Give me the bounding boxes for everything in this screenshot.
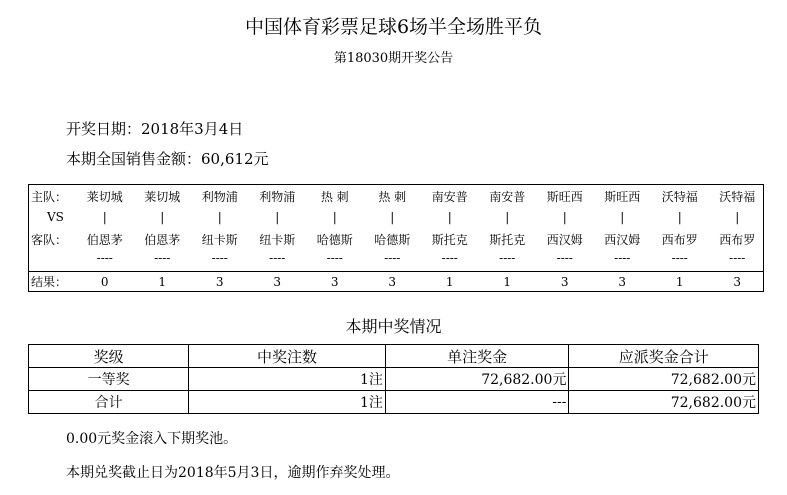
away-team: 纽卡斯 <box>201 233 238 247</box>
draw-number: 第18030期开奖公告 <box>333 51 454 66</box>
home-team: 南安普 <box>431 190 468 204</box>
vs-bar: | <box>160 210 165 224</box>
match-result: 0 <box>100 275 109 289</box>
dash-mark: ---- <box>614 251 631 265</box>
dash-mark: ---- <box>96 251 113 265</box>
dash-mark: ---- <box>556 251 573 265</box>
dash-mark: ---- <box>441 251 458 265</box>
prize-heading: 本期中奖情况 <box>345 317 442 336</box>
away-team: 伯恩茅 <box>144 233 181 247</box>
prize-level: 合计 <box>29 391 189 414</box>
away-team: 西汉姆 <box>546 233 583 247</box>
page-title: 中国体育彩票足球6场半全场胜平负 <box>244 16 543 38</box>
col-level: 奖级 <box>29 345 189 368</box>
vs-bar: | <box>505 210 510 224</box>
home-team: 热 刺 <box>378 190 407 204</box>
prize-count: 1注 <box>189 391 386 414</box>
away-team: 哈德斯 <box>374 233 411 247</box>
home-team: 斯旺西 <box>604 190 641 204</box>
result-divider <box>29 271 763 272</box>
result-label: 结果： <box>31 275 68 289</box>
prize-total: 72,682.00元 <box>569 391 759 414</box>
match-result: 1 <box>445 275 454 289</box>
home-row <box>29 188 763 206</box>
away-team: 哈德斯 <box>316 233 353 247</box>
dash-mark: ---- <box>269 251 286 265</box>
vs-bar: | <box>102 210 107 224</box>
claim-deadline: 本期兑奖截止日为2018年5月3日，逾期作弃奖处理。 <box>66 465 400 481</box>
dash-mark: ---- <box>154 251 171 265</box>
col-total: 应派奖金合计 <box>569 345 759 368</box>
prize-single: 72,682.00元 <box>385 368 569 391</box>
vs-bar: | <box>620 210 625 224</box>
match-result: 3 <box>618 275 627 289</box>
match-result: 3 <box>733 275 742 289</box>
vs-bar: | <box>275 210 280 224</box>
vs-label: VS <box>47 210 64 224</box>
col-single: 单注奖金 <box>385 345 569 368</box>
home-team: 沃特福 <box>719 190 756 204</box>
away-team: 纽卡斯 <box>259 233 296 247</box>
match-result: 3 <box>330 275 339 289</box>
dash-mark: ---- <box>499 251 516 265</box>
dash-mark: ---- <box>729 251 746 265</box>
away-team: 斯托克 <box>489 233 526 247</box>
vs-row <box>29 208 763 226</box>
home-team: 莱切城 <box>86 190 123 204</box>
away-team: 斯托克 <box>431 233 468 247</box>
home-team: 南安普 <box>489 190 526 204</box>
draw-date: 开奖日期：2018年3月4日 <box>66 120 244 138</box>
home-team: 利物浦 <box>201 190 238 204</box>
home-team: 斯旺西 <box>546 190 583 204</box>
away-team: 西汉姆 <box>604 233 641 247</box>
col-count: 中奖注数 <box>189 345 386 368</box>
vs-bar: | <box>332 210 337 224</box>
dash-mark: ---- <box>671 251 688 265</box>
vs-bar: | <box>447 210 452 224</box>
prize-level: 一等奖 <box>29 368 189 391</box>
away-row <box>29 231 763 249</box>
match-result: 3 <box>560 275 569 289</box>
result-row <box>29 273 763 291</box>
dash-mark: ---- <box>384 251 401 265</box>
vs-bar: | <box>217 210 222 224</box>
table-row <box>29 368 759 391</box>
match-result: 1 <box>503 275 512 289</box>
dash-mark: ---- <box>211 251 228 265</box>
prize-single: --- <box>385 391 569 414</box>
home-team: 热 刺 <box>320 190 349 204</box>
match-table <box>28 184 764 292</box>
sales-amount: 本期全国销售金额：60,612元 <box>66 150 269 168</box>
home-team: 莱切城 <box>144 190 181 204</box>
match-result: 3 <box>215 275 224 289</box>
table-row <box>29 391 759 414</box>
home-team: 沃特福 <box>661 190 698 204</box>
match-result: 1 <box>675 275 684 289</box>
away-team: 西布罗 <box>661 233 698 247</box>
away-team: 西布罗 <box>719 233 756 247</box>
dash-mark: ---- <box>326 251 343 265</box>
vs-bar: | <box>735 210 740 224</box>
pool-rollover: 0.00元奖金滚入下期奖池。 <box>66 431 238 447</box>
prize-count: 1注 <box>189 368 386 391</box>
vs-bar: | <box>562 210 567 224</box>
prize-total: 72,682.00元 <box>569 368 759 391</box>
vs-bar: | <box>677 210 682 224</box>
match-result: 3 <box>273 275 282 289</box>
dash-row <box>29 249 763 267</box>
prize-table <box>28 344 759 414</box>
away-team: 伯恩茅 <box>86 233 123 247</box>
away-label: 客队： <box>31 233 68 247</box>
match-result: 1 <box>158 275 167 289</box>
vs-bar: | <box>390 210 395 224</box>
prize-header-row <box>29 345 759 368</box>
home-label: 主队： <box>31 190 68 204</box>
match-result: 3 <box>388 275 397 289</box>
home-team: 利物浦 <box>259 190 296 204</box>
